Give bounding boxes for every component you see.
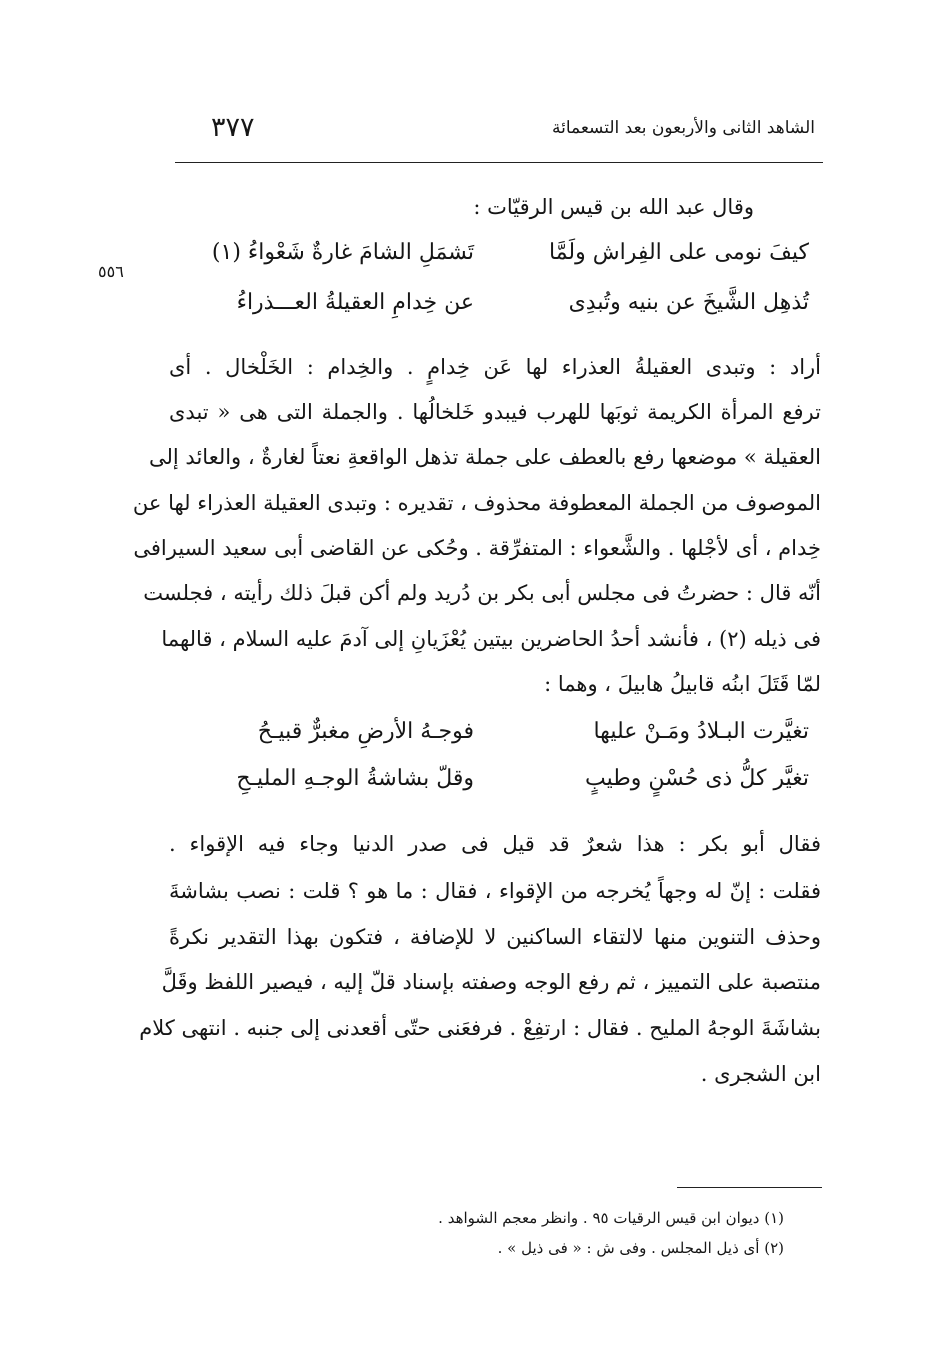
paragraph1-line-1: أراد : وتبدى العقيلةُ العذراء لها عَن خِدامٍ . والخِدام : الخَلْخال . أى: [169, 355, 821, 379]
hemistich-first: تُذهِل الشَّيخَ عن بنيه وتُبدِى: [568, 290, 809, 315]
hemistich-first: تغيَّرت البـلادُ ومَـنْ عليها: [593, 719, 809, 744]
running-title: الشاهد الثانى والأربعون بعد التسعمائة: [551, 118, 815, 138]
paragraph2-line-1: فقال أبو بكر : هذا شعرٌ قد قيل فى صدر الدنيا وجاء فيه الإقواء .: [169, 832, 821, 856]
poem2-verse-1: [199, 715, 809, 749]
intro-line: وقال عبد الله بن قيس الرقيّات :: [473, 195, 754, 219]
poem1-verse-2: [199, 286, 809, 320]
paragraph2-line-4: منتصبة على التمييز ، ثم رفع الوجه وصفته بإسناد قلّ إليه ، فيصير اللفظ وقَلَّ: [161, 970, 821, 994]
hemistich-first: كيفَ نومى على الفِراش ولَمَّا: [548, 240, 809, 265]
paragraph1-line-3: العقيلة » موضعها رفع بالعطف على جملة تذهل الواقعةِ نعتاً لغارةٌ ، والعائد إلى: [149, 445, 821, 469]
paragraph1-line-2: ترفع المرأة الكريمة ثوبَها للهرب فيبدو خَلخالُها . والجملة التى هى « تبدى: [169, 400, 821, 424]
margin-page-number: ٥٥٦: [98, 262, 124, 281]
paragraph1-line-4: الموصوف من الجملة المعطوفة محذوف ، تقديره : وتبدى العقيلة العذراء لها عن: [132, 491, 821, 515]
paragraph2-line-2: فقلت : إنّ له وجهاً يُخرجه من الإقواء ، فقال : ما هو ؟ قلت : نصب بشاشةَ: [169, 879, 821, 903]
page-number: ٣٧٧: [211, 112, 255, 143]
footnote-2: (٢) أى ذيل المجلس . وفى ش : « فى ذيل » .: [497, 1239, 784, 1257]
running-header: [175, 112, 823, 152]
header-rule: [175, 162, 823, 163]
paragraph1-line-6: أنّه قال : حضرتُ فى مجلس أبى بكر بن دُريد ولم أكن قبلَ ذلك رأيته ، فجلست: [143, 581, 821, 605]
paragraph1-line-5: خِدام ، أى لأجْلها . والشَّعواء : المتفرِّقة . وحُكى عن القاضى أبى سعيد السيرافى: [133, 536, 821, 560]
paragraph1-line-8: لمّا قَتَلَ ابنُه قابيلُ هابيلَ ، وهما :: [544, 672, 821, 696]
hemistich-second: تَشمَلِ الشامَ غارةٌ شَعْواءُ (١): [211, 240, 474, 265]
paragraph2-line-6: ابن الشجرى .: [700, 1062, 821, 1086]
hemistich-first: تغيَّر كلُّ ذى حُسْنٍ وطيبٍ: [585, 766, 809, 791]
hemistich-second: عن خِدامِ العقيلةُ العـــذراءُ: [236, 290, 474, 315]
hemistich-second: وقلّ بشاشةُ الوجـهِ المليـحِ: [236, 766, 474, 791]
paragraph2-line-3: وحذف التنوين منها لالتقاء الساكنين لا للإضافة ، فتكون بهذا التقدير نكرةً: [169, 925, 821, 949]
footnote-rule: [677, 1187, 822, 1188]
hemistich-second: فوجـهُ الأرضِ مغبرٌّ قبيـحُ: [257, 719, 474, 744]
paragraph2-line-5: بشاشَةَ الوجهُ المليح . فقال : ارتفِعْ . فرفعَنى حتّى أقعدنى إلى جنبه . انتهى كلام: [139, 1016, 821, 1040]
footnote-1: (١) ديوان ابن قيس الرقيات ٩٥ . وانظر معجم الشواهد .: [438, 1209, 784, 1227]
poem2-verse-2: [199, 762, 809, 796]
paragraph1-line-7: فى ذيله (٢) ، فأنشد أحدُ الحاضرين بيتين يُعْزَيانِ إلى آدمَ عليه السلام ، قالهما: [161, 627, 821, 651]
poem1-verse-1: [199, 236, 809, 270]
